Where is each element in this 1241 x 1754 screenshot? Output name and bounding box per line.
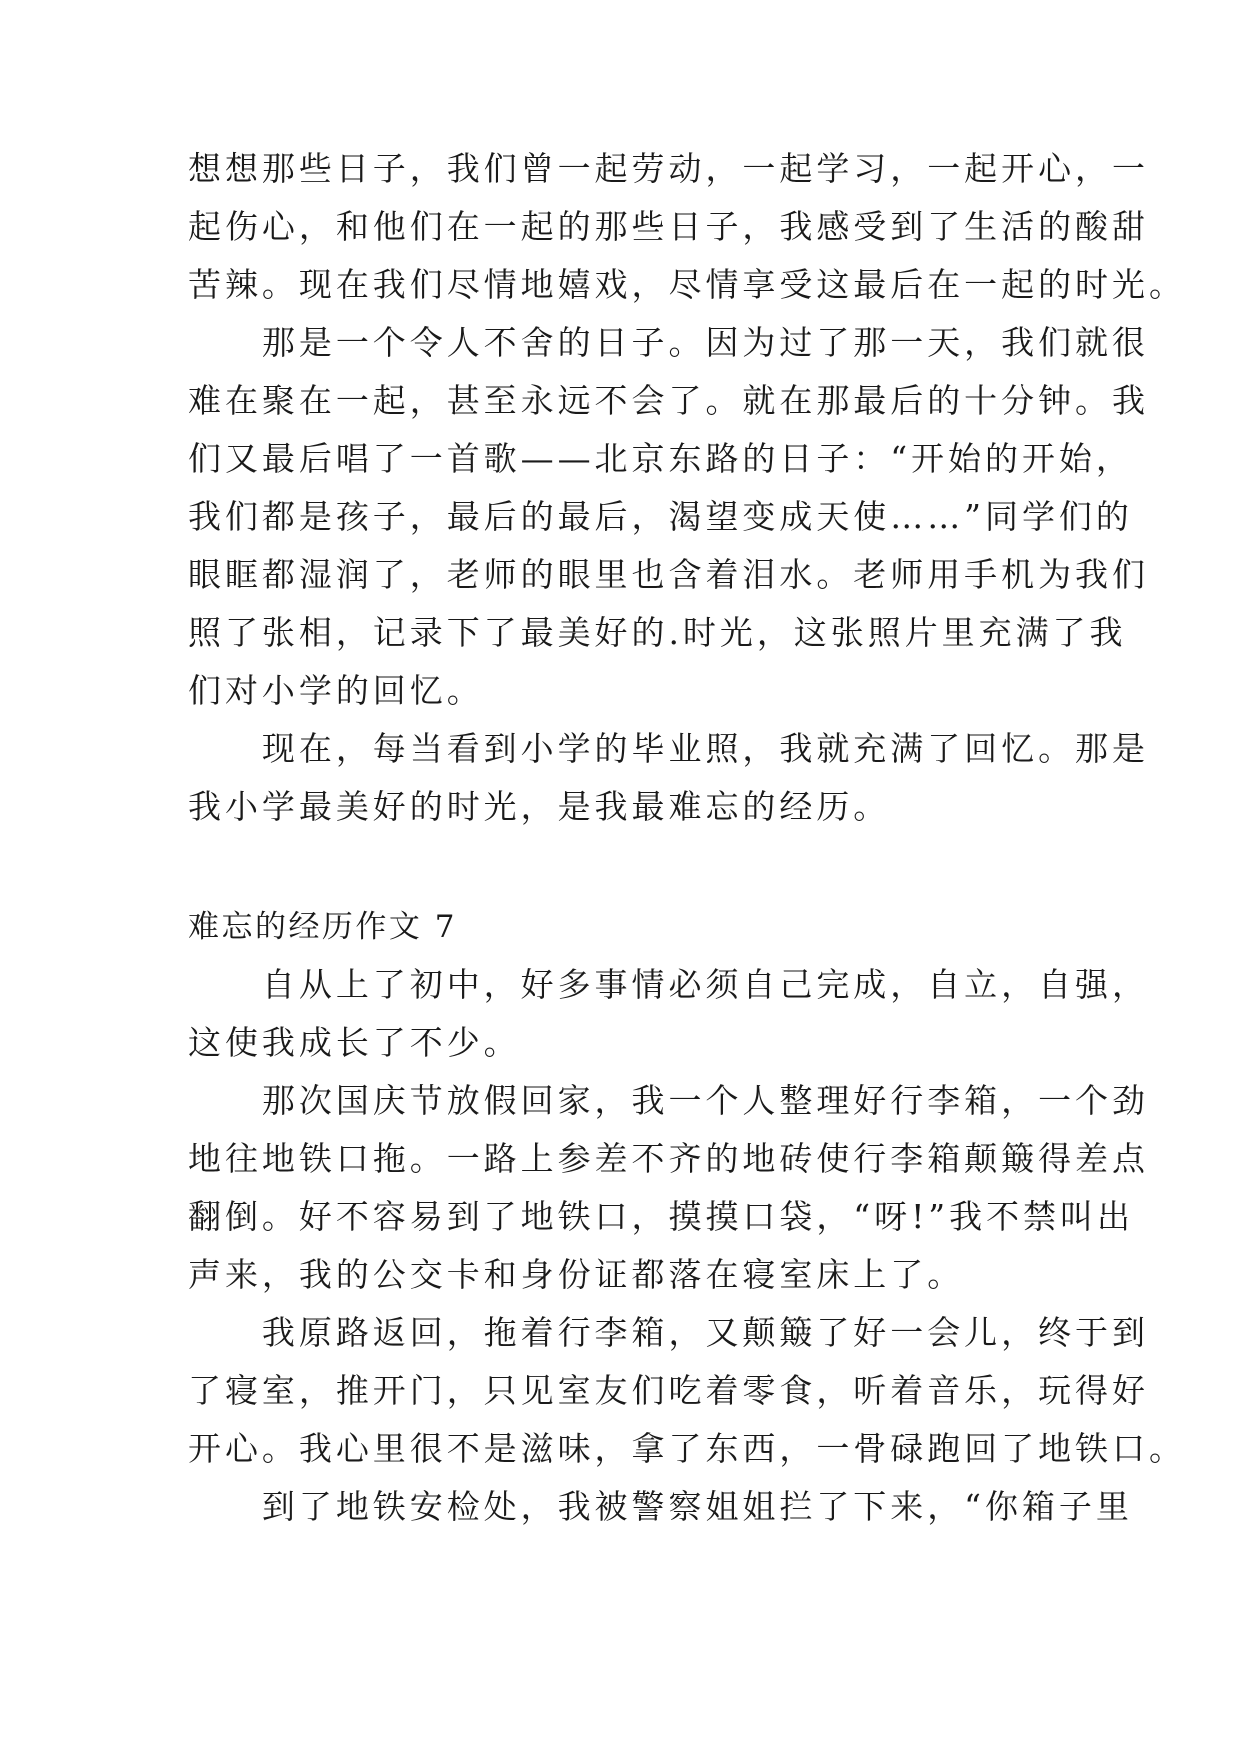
text-line: 眼眶都湿润了，老师的眼里也含着泪水。老师用手机为我们 [188, 555, 1149, 594]
text-line: 我小学最美好的时光，是我最难忘的经历。 [188, 787, 891, 826]
text-line: 照了张相，记录下了最美好的.时光，这张照片里充满了我 [188, 613, 1127, 652]
text-line: 我们都是孩子，最后的最后，渴望变成天使……”同学们的 [188, 497, 1133, 536]
text-line: 们又最后唱了一首歌——北京东路的日子：“开始的开始， [188, 439, 1133, 478]
text-line: 们对小学的回忆。 [188, 671, 484, 710]
text-line: 了寝室，推开门，只见室友们吃着零食，听着音乐，玩得好 [188, 1371, 1149, 1410]
text-line: 想想那些日子，我们曾一起劳动，一起学习，一起开心，一 [188, 149, 1149, 188]
text-line: 地往地铁口拖。一路上参差不齐的地砖使行李箱颠簸得差点 [188, 1139, 1149, 1178]
section-title: 难忘的经历作文 7 [188, 909, 457, 945]
text-line: 开心。我心里很不是滋味，拿了东西，一骨碌跑回了地铁口。 [188, 1429, 1186, 1468]
text-line: 那次国庆节放假回家，我一个人整理好行李箱，一个劲 [188, 1081, 1149, 1120]
body-text-part2 [188, 956, 1186, 1536]
text-line: 声来，我的公交卡和身份证都落在寝室床上了。 [188, 1255, 965, 1294]
text-line: 翻倒。好不容易到了地铁口，摸摸口袋，“呀!”我不禁叫出 [188, 1197, 1134, 1236]
text-line: 苦辣。现在我们尽情地嬉戏，尽情享受这最后在一起的时光。 [188, 265, 1186, 304]
text-line: 那是一个令人不舍的日子。因为过了那一天，我们就很 [188, 323, 1149, 362]
text-line: 我原路返回，拖着行李箱，又颠簸了好一会儿，终于到 [188, 1313, 1149, 1352]
text-line: 现在，每当看到小学的毕业照，我就充满了回忆。那是 [188, 729, 1149, 768]
section-gap [188, 836, 1068, 898]
text-line: 难在聚在一起，甚至永远不会了。就在那最后的十分钟。我 [188, 381, 1149, 420]
body-text-part1 [188, 140, 1186, 836]
text-line: 起伤心，和他们在一起的那些日子，我感受到了生活的酸甜 [188, 207, 1149, 246]
text-line: 到了地铁安检处，我被警察姐姐拦了下来，“你箱子里 [188, 1487, 1133, 1526]
text-line: 这使我成长了不少。 [188, 1023, 521, 1062]
document-page [188, 140, 1186, 1536]
text-line: 自从上了初中，好多事情必须自己完成，自立，自强， [188, 965, 1149, 1004]
